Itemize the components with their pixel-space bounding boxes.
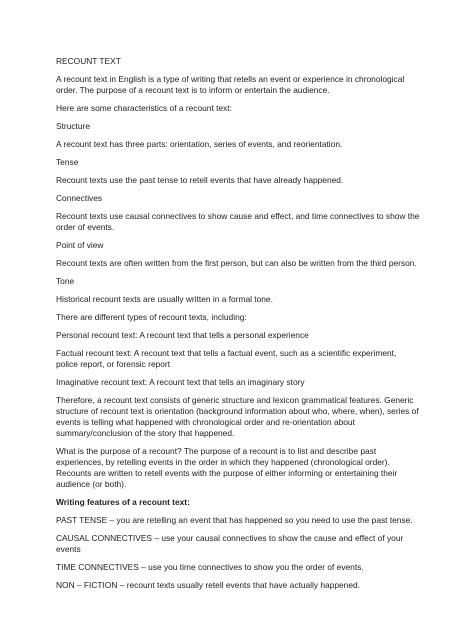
paragraph-intro: A recount text in English is a type of writing that retells an event or experience in chronological order. The purpose of a recount text is to inform or entertain the audience. bbox=[56, 74, 405, 95]
paragraph-tense: Recount texts use the past tense to retell events that have already happened. bbox=[56, 175, 344, 185]
paragraph-non-fiction: NON – FICTION – recount texts usually retell events that have actually happened. bbox=[56, 580, 360, 590]
paragraph-tone: Historical recount texts are usually written in a formal tone. bbox=[56, 294, 273, 304]
paragraph-time-connectives: TIME CONNECTIVES – use you time connectives to show you the order of events. bbox=[56, 562, 364, 572]
paragraph-characteristics: Here are some characteristics of a recount text: bbox=[56, 103, 232, 113]
heading-structure: Structure bbox=[56, 121, 90, 131]
paragraph-causal-connectives: CAUSAL CONNECTIVES – use your causal connectives to show the cause and effect of your events bbox=[56, 533, 404, 554]
paragraph-structure: A recount text has three parts: orientation, series of events, and reorientation. bbox=[56, 139, 343, 149]
paragraph-past-tense: PAST TENSE – you are retelling an event that has happened so you need to use the past tense. bbox=[56, 515, 413, 525]
heading-connectives: Connectives bbox=[56, 193, 103, 203]
heading-point-of-view: Point of view bbox=[56, 240, 104, 250]
paragraph-personal-recount: Personal recount text: A recount text that tells a personal experience bbox=[56, 330, 309, 340]
paragraph-imaginative-recount: Imaginative recount text: A recount text that tells an imaginary story bbox=[56, 377, 305, 387]
document-body bbox=[56, 56, 420, 598]
paragraph-point-of-view: Recount texts are often written from the first person, but can also be written from the third person. bbox=[56, 258, 417, 268]
paragraph-connectives: Recount texts use causal connectives to show cause and effect, and time connectives to show the order of events. bbox=[56, 211, 420, 232]
heading-tense: Tense bbox=[56, 157, 79, 167]
paragraph-purpose: What is the purpose of a recount? The purpose of a recount is to list and describe past experiences, by retelling events in the order in which they happened (chronological order). Recounts are written to retell events with the purpose of either informing or entertaining their audience (or both). bbox=[56, 446, 398, 489]
heading-tone: Tone bbox=[56, 276, 75, 286]
paragraph-therefore: Therefore, a recount text consists of generic structure and lexicon grammatical features. Generic structure of recount text is orientation (background information about who, where, when), series of events is telling what happened with chronological order and re-orientation about summary/conclusion of the story that happened. bbox=[56, 395, 419, 438]
document-title: RECOUNT TEXT bbox=[56, 56, 121, 66]
heading-writing-features: Writing features of a recount text: bbox=[56, 497, 190, 507]
paragraph-factual-recount: Factual recount text: A recount text that tells a factual event, such as a scientific experiment, police report, or forensic report bbox=[56, 348, 397, 369]
paragraph-types-intro: There are different types of recount texts, including: bbox=[56, 312, 247, 322]
